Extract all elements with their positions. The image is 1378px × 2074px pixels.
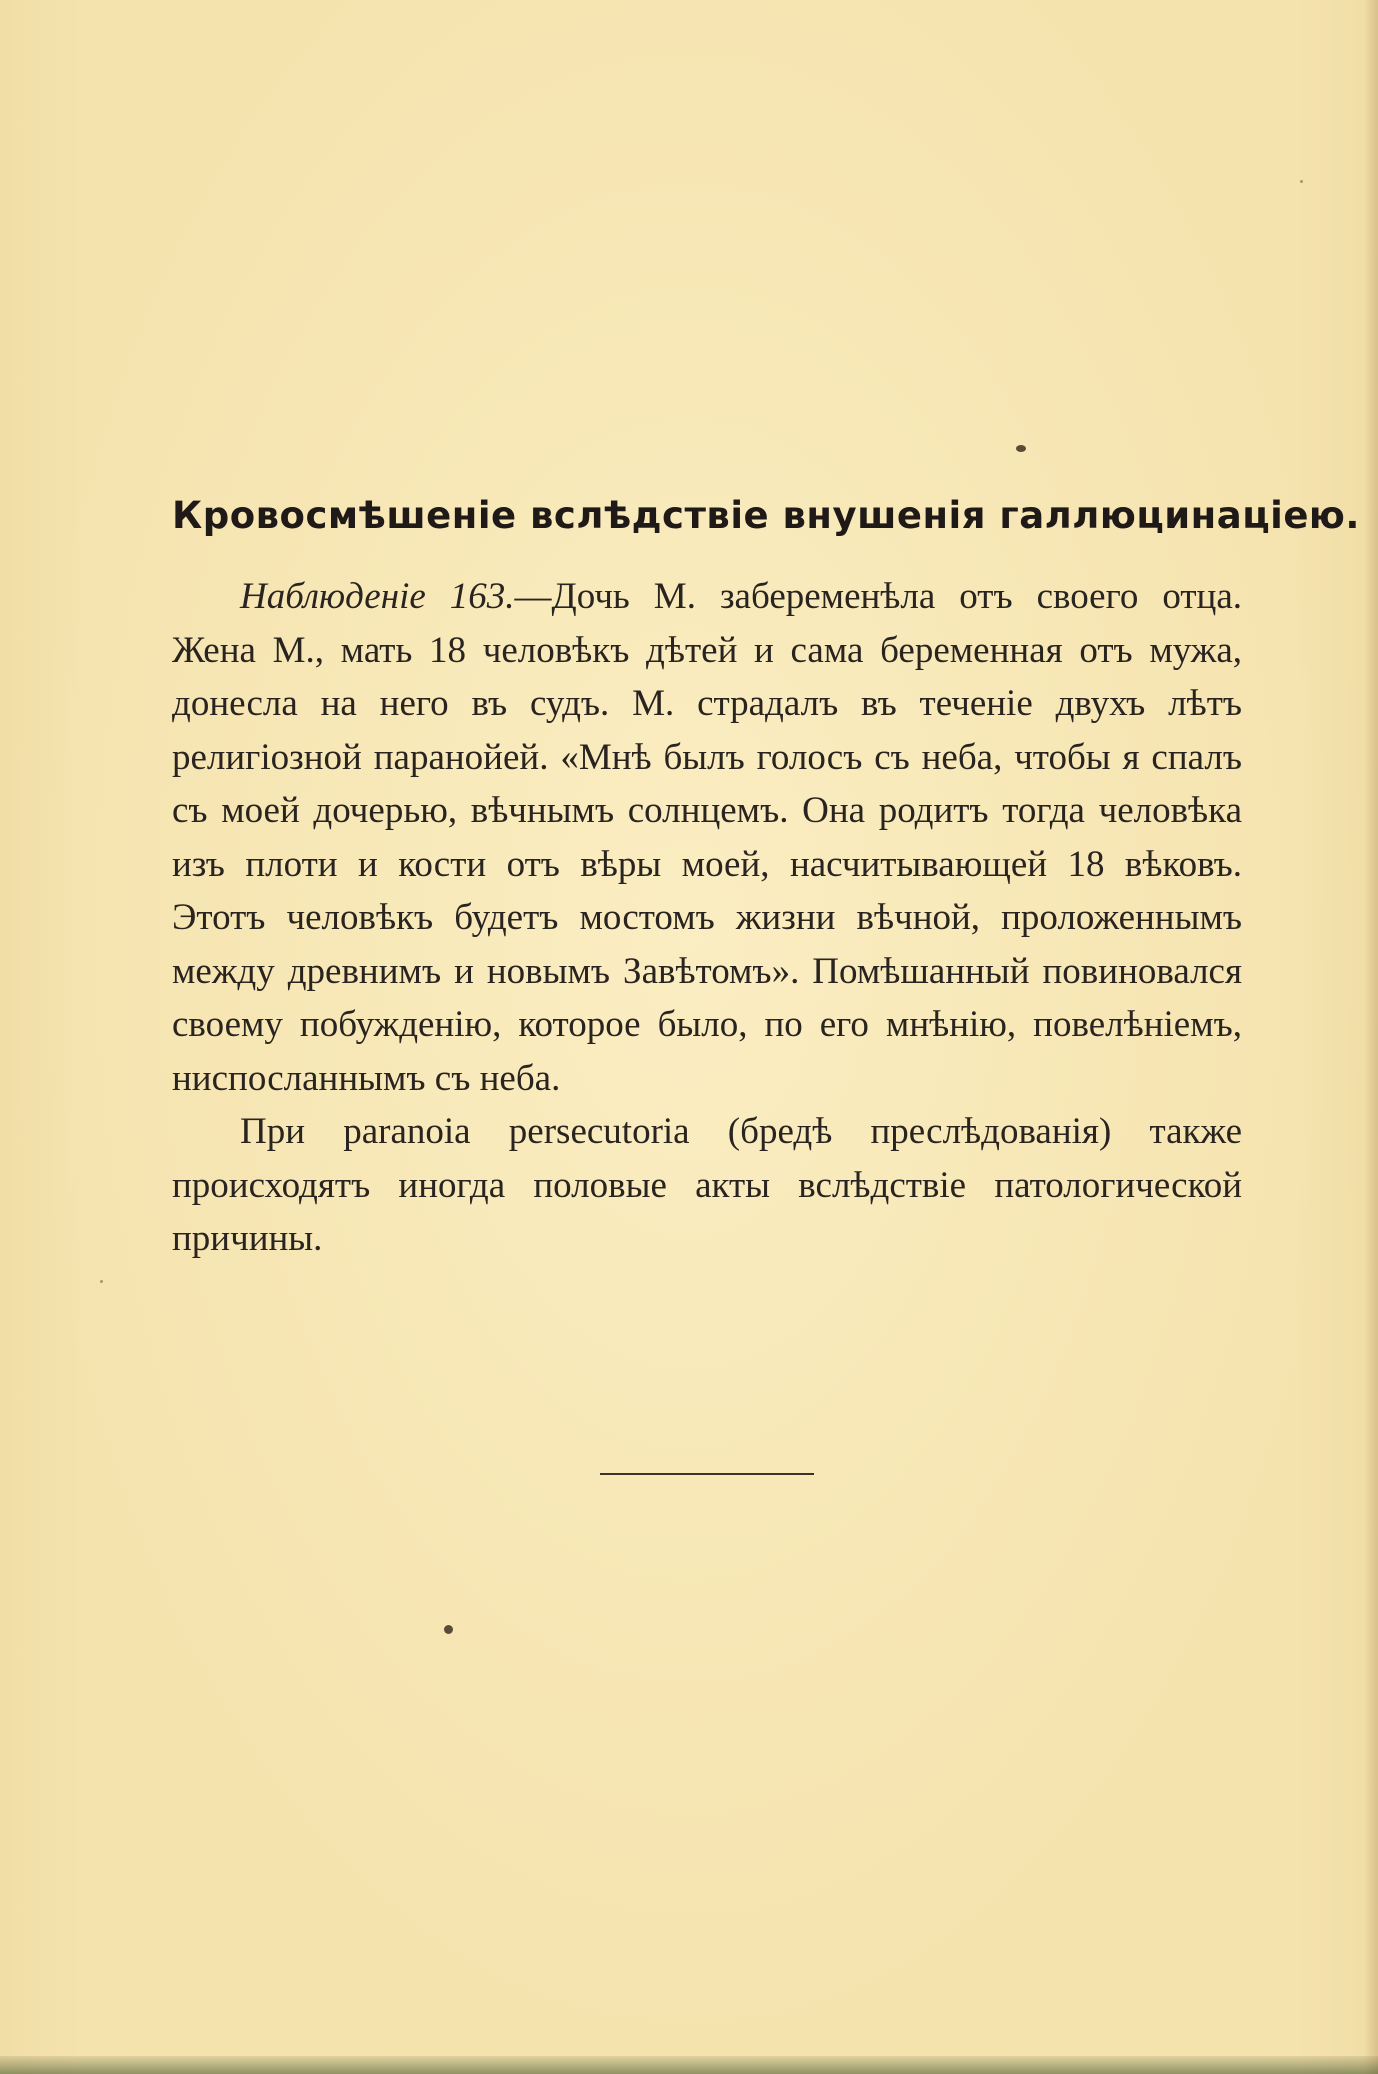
ink-speck <box>100 1280 103 1283</box>
page-edge-shadow <box>1364 0 1378 2074</box>
paragraph-paranoia <box>172 1105 1242 1266</box>
section-divider <box>600 1473 814 1475</box>
observation-label: Наблюденіе 163. <box>240 576 515 617</box>
ink-speck <box>1300 180 1303 183</box>
section-heading: Кровосмѣшеніе вслѣдствіе внушенія галлюцинаціею. <box>172 494 1360 537</box>
paragraph-observation <box>172 570 1242 1105</box>
ink-speck <box>444 1625 453 1634</box>
body-text <box>172 570 1242 1266</box>
observation-text: —Дочь М. забеременѣла отъ своего отца. Жена М., мать 18 человѣкъ дѣтей и сама беременная отъ мужа, донесла на него въ судъ. М. страдалъ въ теченіе двухъ лѣтъ религіозной паранойей. «Мнѣ былъ голосъ съ неба, чтобы я спалъ съ моей дочерью, вѣчнымъ солнцемъ. Она родитъ тогда человѣка изъ плоти и кости отъ вѣры моей, насчитывающей 18 вѣковъ. Этотъ человѣкъ будетъ мостомъ жизни вѣчной, проложеннымъ между древнимъ и новымъ Завѣтомъ». Помѣшанный повиновался своему побужденію, которое было, по его мнѣнію, повелѣніемъ, ниспосланнымъ съ неба. <box>172 576 1243 1099</box>
paranoia-text: При paranoia persecutoria (бредѣ преслѣдованія) также происходятъ иногда половые акты вслѣдствіе патологической причины. <box>172 1111 1242 1259</box>
page-bottom-edge <box>0 2056 1378 2074</box>
ink-speck <box>1016 445 1026 452</box>
